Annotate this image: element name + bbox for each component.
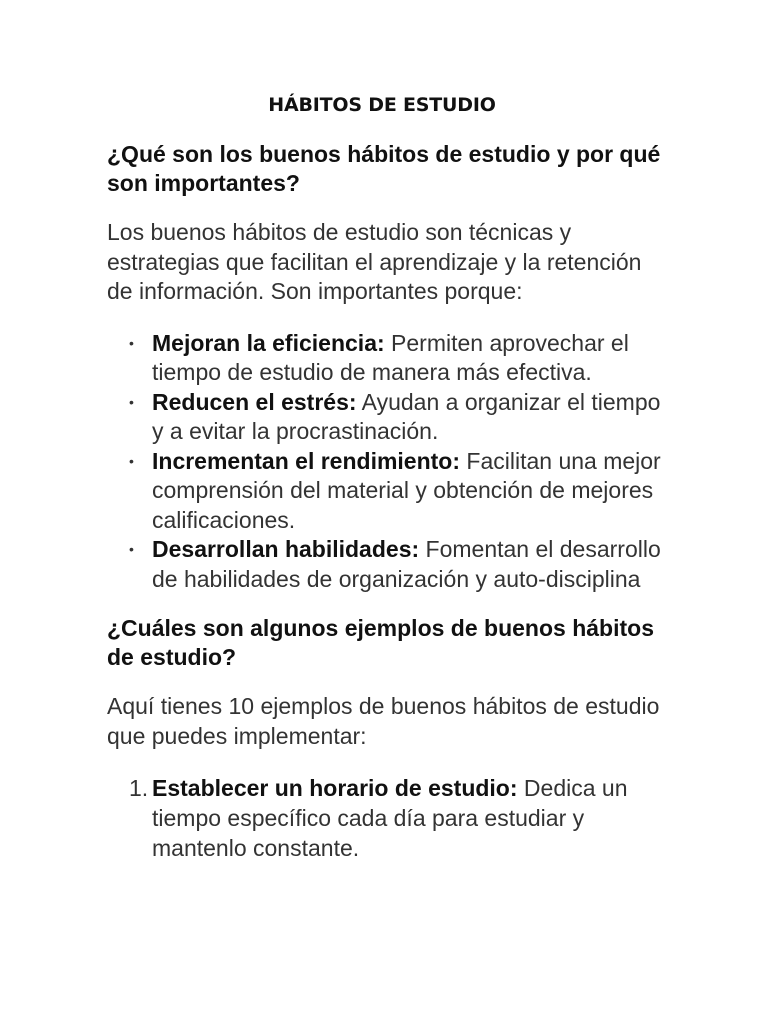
list-item-term: Mejoran la eficiencia: bbox=[152, 329, 385, 356]
bullet-marker: • bbox=[129, 393, 134, 410]
list-item-term: Reducen el estrés: bbox=[152, 388, 357, 415]
list-item bbox=[107, 535, 667, 594]
bullet-marker: • bbox=[129, 452, 134, 469]
list-item-text: Dedica un tiempo específico cada día para estudiar y mantenlo constante. bbox=[152, 775, 628, 861]
list-item bbox=[107, 329, 667, 388]
bullet-marker: • bbox=[129, 334, 134, 351]
section-intro-examples: Aquí tienes 10 ejemplos de buenos hábitos de estudio que puedes implementar: bbox=[107, 693, 660, 749]
list-item-text: Permiten aprovechar el tiempo de estudio de manera más efectiva. bbox=[152, 329, 629, 385]
section-intro-importance: Los buenos hábitos de estudio son técnicas y estrategias que facilitan el aprendizaje y la retención de información. Son importantes porque: bbox=[107, 219, 642, 304]
list-item-text: Ayudan a organizar el tiempo y a evitar la procrastinación. bbox=[152, 388, 661, 444]
importance-bullet-list bbox=[107, 329, 667, 595]
list-item bbox=[107, 447, 667, 536]
document-page bbox=[107, 94, 667, 863]
list-item-text: Fomentan el desarrollo de habilidades de organización y auto-disciplina bbox=[152, 536, 661, 592]
list-item-term: Incrementan el rendimiento: bbox=[152, 447, 461, 474]
list-item-text: Facilitan una mejor comprensión del material y obtención de mejores calificaciones. bbox=[152, 447, 661, 533]
list-item-term: Establecer un horario de estudio: bbox=[152, 775, 518, 801]
section-heading-importance: ¿Qué son los buenos hábitos de estudio y por qué son importantes? bbox=[107, 141, 661, 196]
list-item bbox=[107, 773, 667, 863]
document-title: HÁBITOS DE ESTUDIO bbox=[268, 94, 496, 116]
list-item-term: Desarrollan habilidades: bbox=[152, 536, 420, 562]
list-item bbox=[107, 388, 667, 447]
list-item-number: 1. bbox=[129, 775, 149, 801]
examples-numbered-list bbox=[107, 773, 667, 863]
bullet-marker: • bbox=[129, 541, 134, 557]
section-heading-examples: ¿Cuáles son algunos ejemplos de buenos hábitos de estudio? bbox=[107, 615, 654, 670]
